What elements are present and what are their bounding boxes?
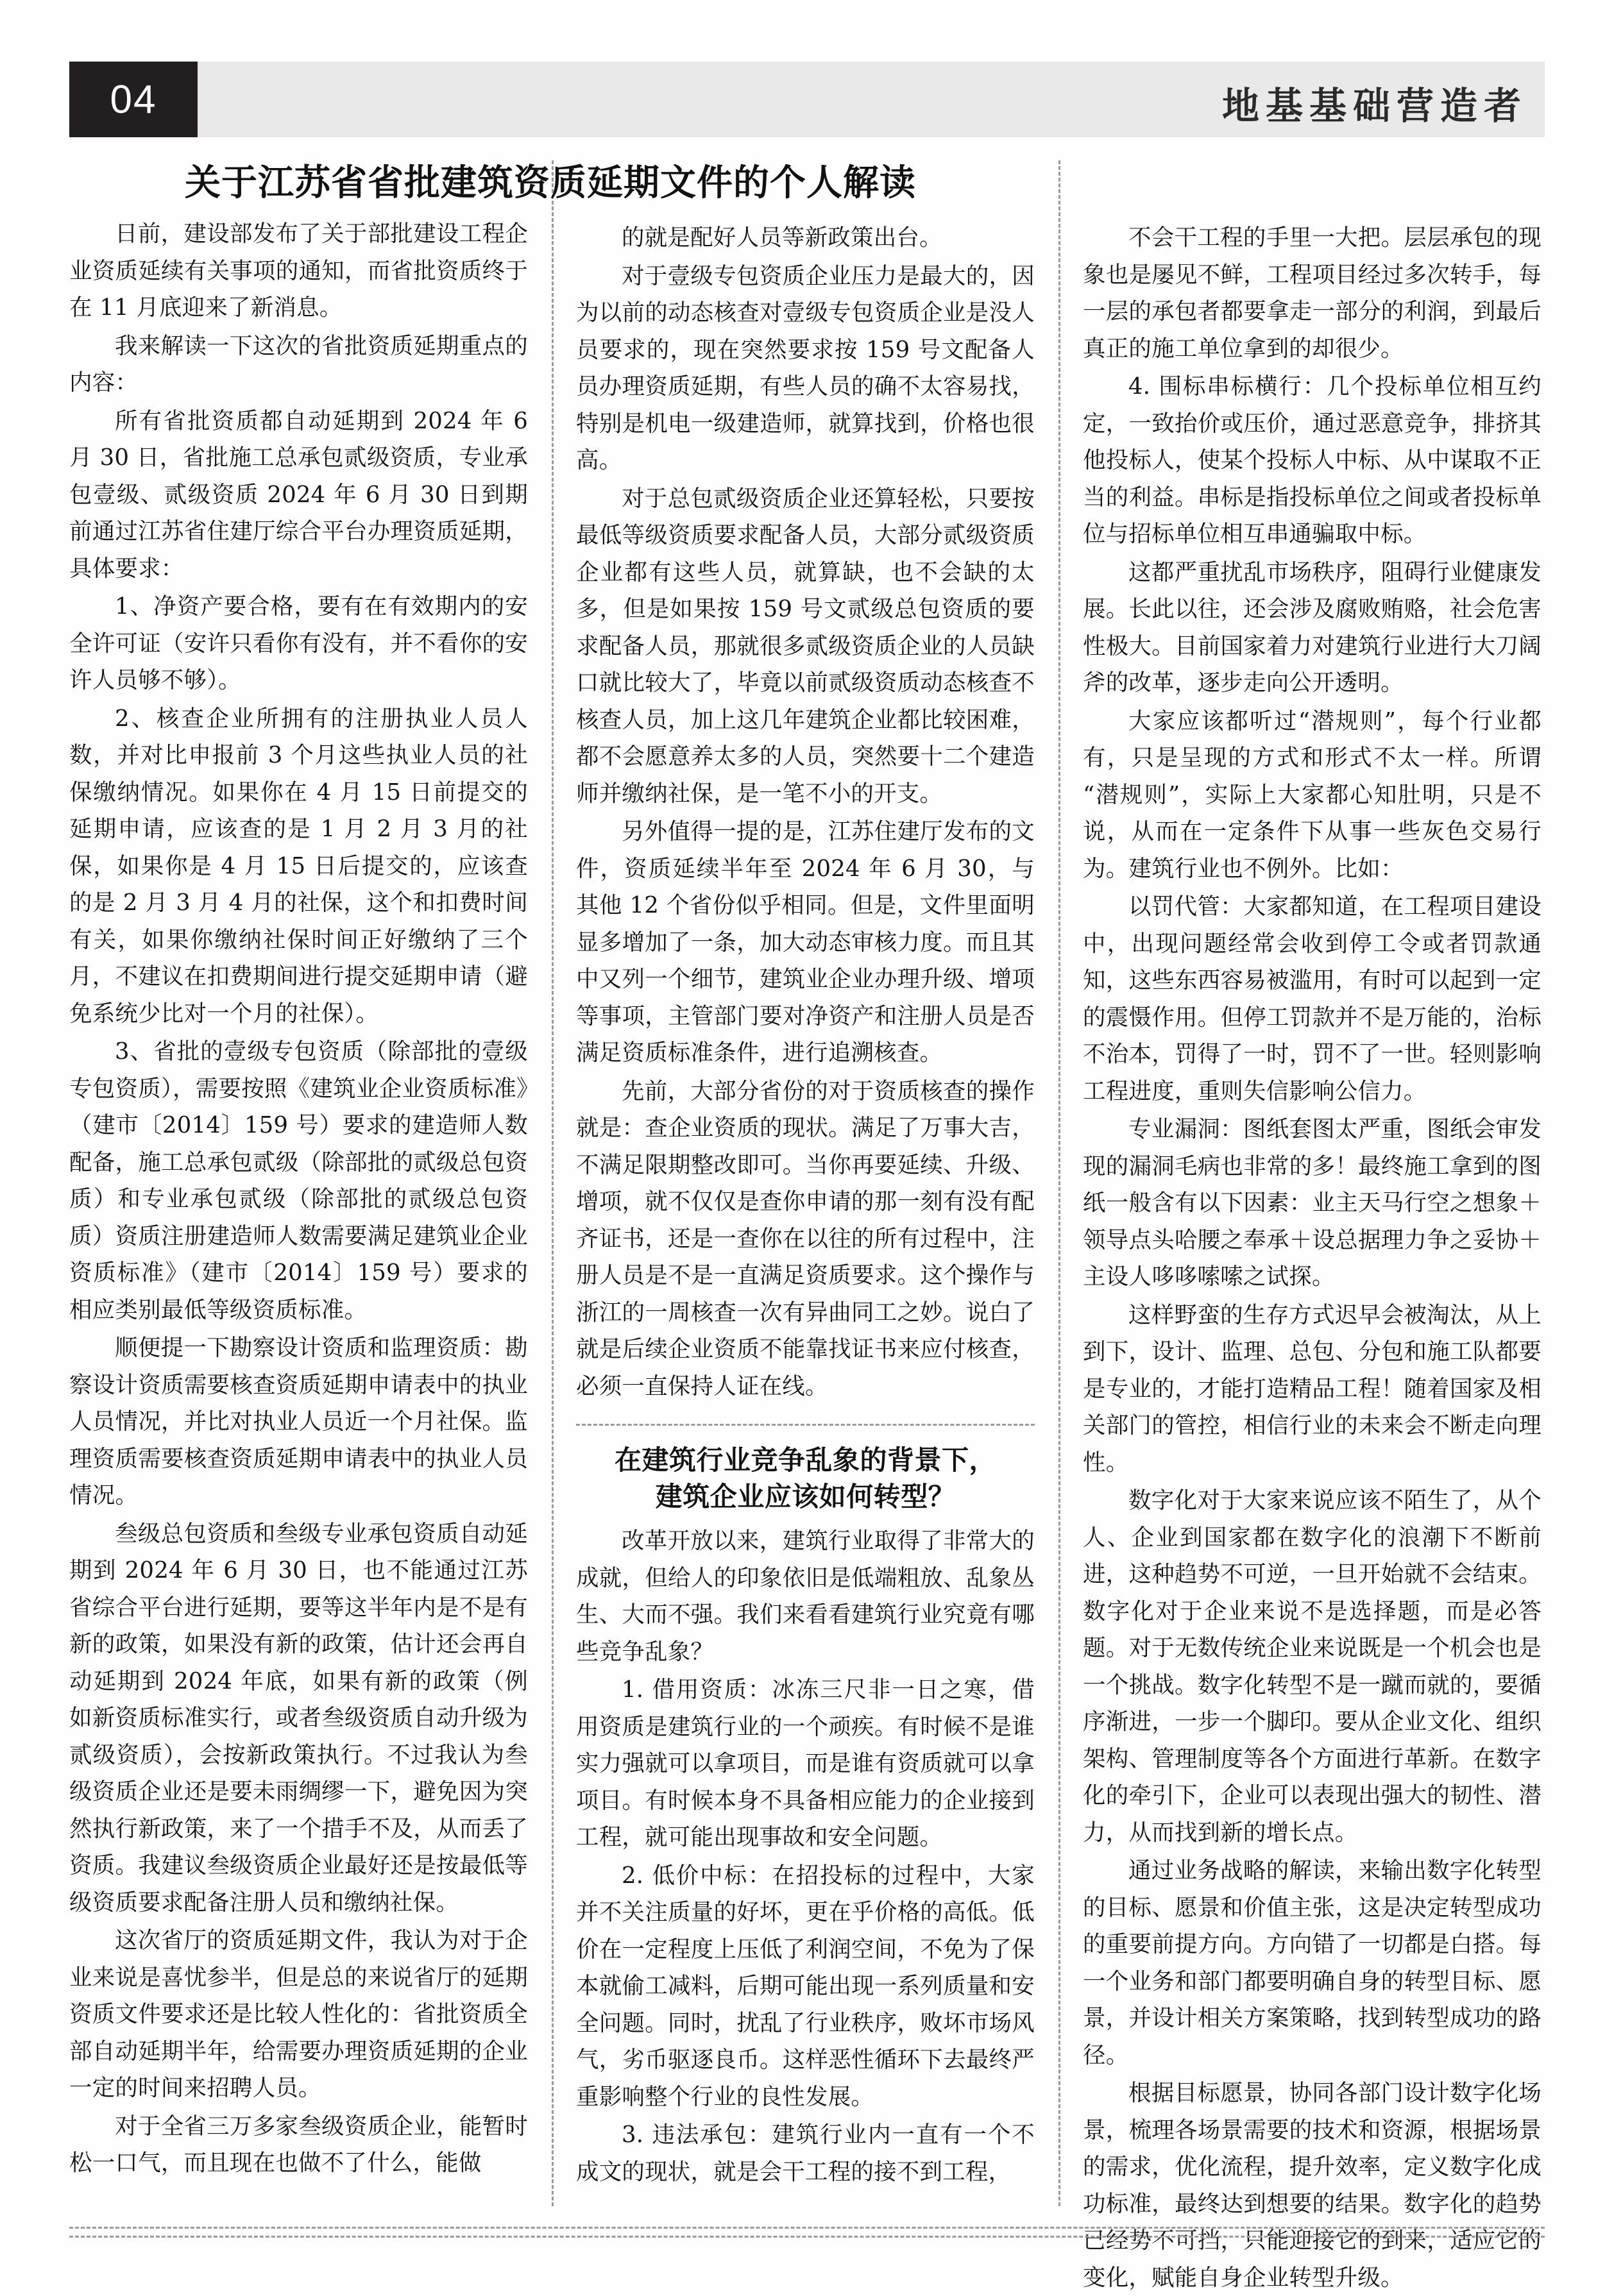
column-3 [1083,160,1542,2291]
paragraph: 改革开放以来，建筑行业取得了非常大的成就，但给人的印象依旧是低端粗放、乱象丛生、大而不强。我们来看看建筑行业究竟有哪些竞争乱象？ [576,1528,1035,1665]
paragraph: 顺便提一下勘察设计资质和监理资质：勘察设计资质需要核查资质延期申请表中的执业人员情况，并比对执业人员近一个月社保。监理资质需要核查资质延期申请表中的执业人员情况。 [69,1335,528,1508]
masthead-title: 地基基础营造者 [1221,84,1527,128]
paragraph: 2、核查企业所拥有的注册执业人员人数，并对比申报前 3 个月这些执业人员的社保缴纳情况。如果你在 4 月 15 日前提交的延期申请，应该查的是 1 月 2 月 3 月的社保，如果你是 4 月 15 日后提交的，应该查的是 2 月 3 月 4 月的社保，这个和扣费时间有关，如果你缴纳社保时间正好缴纳了三个月，不建议在扣费期间进行提交延期申请（避免系统少比对一个月的社保）。 [69,705,529,1027]
column-2 [576,160,1035,2200]
sub-article-headline [576,1424,1035,1515]
paragraph: 这次省厅的资质延期文件，我认为对于企业来说是喜忧参半，但是总的来说省厅的延期资质文件要求还是比较人性化的：省批资质全部自动延期半年，给需要办理资质延期的企业一定的时间来招聘人员。 [69,1927,528,2101]
paragraph: 2. 低价中标：在招投标的过程中，大家并不关注质量的好坏，更在乎价格的高低。低价在一定程度上压低了利润空间，不免为了保本就偷工减料，后期可能出现一系列质量和安全问题。同时，扰乱了行业秩序，败坏市场风气，劣币驱逐良币。这样恶性循环下去最终严重影响整个行业的良性发展。 [576,1862,1035,2110]
paragraph: 的就是配好人员等新政策出台。 [622,224,942,251]
paragraph: 大家应该都听过“潜规则”，每个行业都有，只是呈现的方式和形式不太一样。所谓“潜规则”，实际上大家都心知肚明，只是不说，从而在一定条件下从事一些灰色交易行为。建筑行业也不例外。比如： [1083,707,1542,882]
column-divider-1 [552,160,554,2206]
paragraph: 我来解读一下这次的省批资质延期重点的内容： [69,332,528,396]
paragraph: 4. 围标串标横行：几个投标单位相互约定，一致抬价或压价，通过恶意竞争，排挤其他投标人，使某个投标人中标、从中谋取不正当的利益。串标是指投标单位之间或者投标单位与招标单位相互串通骗取中标。 [1083,373,1542,547]
paragraph: 对于总包贰级资质企业还算轻松，只要按最低等级资质要求配备人员，大部分贰级资质企业都有这些人员，就算缺，也不会缺的太多，但是如果按 159 号文贰级总包资质的要求配备人员，那就很多贰级资质企业的人员缺口就比较大了，毕竟以前贰级资质动态核查不核查人员，加上这几年建筑企业都比较困难，都不会愿意养太多的人员，突然要十二个建造师并缴纳社保，是一笔不小的开支。 [576,485,1035,807]
column-top-spacer [576,160,1035,219]
paragraph: 这样野蛮的生存方式迟早会被淘汰，从上到下，设计、监理、总包、分包和施工队都要是专业的，才能打造精品工程！随着国家及相关部门的管控，相信行业的未来会不断走向理性。 [1083,1301,1542,1476]
paragraph: 另外值得一提的是，江苏住建厅发布的文件，资质延续半年至 2024 年 6 月 30，与其他 12 个省份似乎相同。但是，文件里面明显多增加了一条，加大动态审核力度。而且其中又列一个细节，建筑业企业办理升级、增项等事项，主管部门要对净资产和注册人员是否满足资质标准条件，进行追溯核查。 [576,818,1035,1066]
paragraph: 专业漏洞：图纸套图太严重，图纸会审发现的漏洞毛病也非常的多！最终施工拿到的图纸一般含有以下因素：业主天马行空之想象＋领导点头哈腰之奉承＋设总据理力争之妥协＋主设人哆哆嗦嗦之试探。 [1083,1116,1542,1290]
paragraph: 叁级总包资质和叁级专业承包资质自动延期到 2024 年 6 月 30 日，也不能通过江苏省综合平台进行延期，要等这半年内是不是有新的政策，如果没有新的政策，估计还会再自动延期到 2024 年底，如果有新的政策（例如新资质标准实行，或者叁级资质自动升级为贰级资质），会按新政策执行。不过我认为叁级资质企业还是要未雨绸缪一下，避免因为突然执行新政策，来了一个措手不及，从而丢了资质。我建议叁级资质企业最好还是按最低等级资质要求配备注册人员和缴纳社保。 [69,1520,528,1916]
column-divider-2 [1058,160,1060,2206]
page-header [0,62,1614,139]
sub-article-title-line2: 建筑企业应该如何转型？ [655,1480,956,1512]
paragraph: 以罚代管：大家都知道，在工程项目建设中，出现问题经常会收到停工令或者罚款通知，这些东西容易被滥用，有时可以起到一定的震慑作用。但停工罚款并不是万能的，治标不治本，罚得了一时，罚不了一世。轻则影响工程进度，重则失信影响公信力。 [1083,893,1542,1104]
paragraph: 3. 违法承包：建筑行业内一直有一个不成文的现状，就是会干工程的接不到工程， [576,2122,1035,2185]
paragraph: 所有省批资质都自动延期到 2024 年 6 月 30 日，省批施工总承包贰级资质，专业承包壹级、贰级资质 2024 年 6 月 30 日到期前通过江苏省住建厅综合平台办理资质延期，具体要求： [69,407,528,582]
paragraph: 数字化对于大家来说应该不陌生了，从个人、企业到国家都在数字化的浪潮下不断前进，这种趋势不可逆，一旦开始就不会结束。数字化对于企业来说不是选择题，而是必答题。对于无数传统企业来说既是一个机会也是一个挑战。数字化转型不是一蹴而就的，要循序渐进，一步一个脚印。要从企业文化、组织架构、管理制度等各个方面进行革新。在数字化的牵引下，企业可以表现出强大的韧性、潜力，从而找到新的增长点。 [1083,1487,1542,1846]
article-title: 关于江苏省省批建筑资质延期文件的个人解读 [185,162,916,204]
footer-rule-bottom [69,2236,1545,2238]
footer-rule-top [69,2227,1545,2229]
paragraph: 1. 借用资质：冰冻三尺非一日之寒，借用资质是建筑行业的一个顽疾。有时候不是谁实力强就可以拿项目，而是谁有资质就可以拿项目。有时候本身不具备相应能力的企业接到工程，就可能出现事故和安全问题。 [576,1676,1035,1851]
paragraph: 先前，大部分省份的对于资质核查的操作就是：查企业资质的现状。满足了万事大吉，不满足限期整改即可。当你再要延续、升级、增项，就不仅仅是查你申请的那一刻有没有配齐证书，还是一查你在以往的所有过程中，注册人员是不是一直满足资质要求。这个操作与浙江的一周核查一次有异曲同工之妙。说白了就是后续企业资质不能靠找证书来应付核查，必须一直保持人证在线。 [576,1077,1035,1399]
paragraph: 不会干工程的手里一大把。层层承包的现象也是屡见不鲜，工程项目经过多次转手，每一层的承包者都要拿走一部分的利润，到最后真正的施工单位拿到的却很少。 [1083,224,1542,362]
paragraph: 对于壹级专包资质企业压力是最大的，因为以前的动态核查对壹级专包资质企业是没人员要求的，现在突然要求按 159 号文配备人员办理资质延期，有些人员的确不太容易找，特别是机电一级建造师，就算找到，价格也很高。 [576,262,1035,473]
paragraph: 这都严重扰乱市场秩序，阻碍行业健康发展。长此以往，还会涉及腐败贿赂，社会危害性极大。目前国家着力对建筑行业进行大刀阔斧的改革，逐步走向公开透明。 [1083,559,1542,696]
paragraph: 对于全省三万多家叁级资质企业，能暂时松一口气，而且现在也做不了什么，能做 [69,2113,528,2176]
column-top-spacer [1083,160,1542,219]
page-number: 04 [69,62,198,137]
paragraph: 日前，建设部发布了关于部批建设工程企业资质延续有关事项的通知，而省批资质终于在 11 月底迎来了新消息。 [69,221,528,321]
sub-article-title-line1: 在建筑行业竞争乱象的背景下， [614,1444,996,1476]
paragraph: 通过业务战略的解读，来输出数字化转型的目标、愿景和价值主张，这是决定转型成功的重要前提方向。方向错了一切都是白搭。每一个业务和部门都要明确自身的转型目标、愿景，并设计相关方案策略，找到转型成功的路径。 [1083,1857,1542,2068]
paragraph: 1、净资产要合格，要有在有效期内的安全许可证（安许只看你有没有，并不看你的安许人员够不够）。 [69,593,528,693]
paragraph: 3、省批的壹级专包资质（除部批的壹级专包资质），需要按照《建筑业企业资质标准》（建市〔2014〕159 号）要求的建造师人数配备，施工总承包贰级（除部批的贰级总包资质）和专业承包贰级（除部批的贰级总包资质）资质注册建造师人数需要满足建筑业企业资质标准》（建市〔2014〕159 号）要求的相应类别最低等级资质标准。 [69,1038,528,1323]
page-content [69,160,1545,2291]
paragraph: 根据目标愿景，协同各部门设计数字化场景，梳理各场景需要的技术和资源，根据场景的需求，优化流程，提升效率，定义数字化成功标准，最终达到想要的结果。数字化的趋势已经势不可挡，只能迎接它的到来，适应它的变化，赋能自身企业转型升级。 [1083,2080,1542,2291]
